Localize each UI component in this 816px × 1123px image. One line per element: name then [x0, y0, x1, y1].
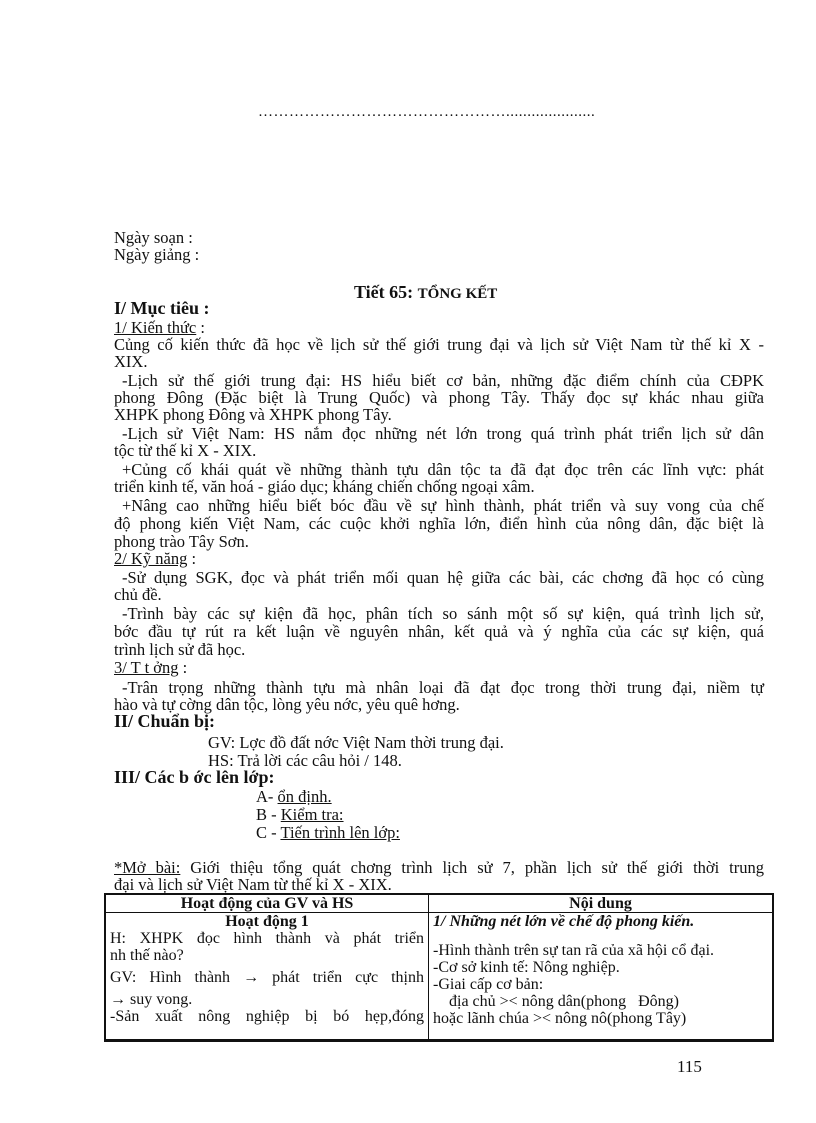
lesson-name: TỔNG KẾT [417, 286, 498, 302]
section-1-heading: I/ Mục tiêu : [114, 298, 210, 318]
knowledge-line-10: độ phong kiến Việt Nam, các cuộc khởi nghĩa lớn, điển hình của nông dân, đặc biệt là [114, 514, 764, 533]
question-line-1: H: XHPK đọc hình thành và phát triển [110, 930, 424, 947]
attitude-line-0: -Trân trọng những thành tựu mà nhân loại đã đạt đọc trong thời trung đại, niềm tự [122, 678, 764, 697]
ngay-giang: Ngày giảng : [114, 245, 200, 264]
gv-line-1: GV: Hình thành → phát triển cực thịnh [110, 969, 424, 986]
section-3-heading: III/ Các b ớc lên lớp: [114, 767, 275, 787]
content-line-3: địa chủ >< nông dân(phong Đông) [433, 993, 680, 1010]
knowledge-line-8: triển kinh tế, văn hoá - giáo dục; kháng chiến chống ngoại xâm. [114, 477, 535, 496]
activity-cell [106, 913, 429, 1040]
step-c-prefix: C - [256, 823, 281, 842]
knowledge-line-5: -Lịch sử Việt Nam: HS nắm đọc những nét lớn trong quá trình phát triển lịch sử dân [122, 424, 764, 443]
content-cell [429, 913, 773, 1040]
header-dots: …………………………………………..................... [258, 104, 596, 120]
content-title: 1/ Những nét lớn về chế độ phong kiến. [433, 913, 695, 930]
attitude-colon: : [178, 658, 188, 677]
gv-line-2: → suy vong. [110, 991, 193, 1008]
attitude-line-1: hào và tự cờng dân tộc, lòng yêu nớc, yêu quê hơng. [114, 695, 460, 714]
step-a [256, 787, 332, 807]
prep-gv: GV: Lợc đồ đất nớc Việt Nam thời trung đại. [208, 733, 504, 752]
page-number: 115 [677, 1057, 702, 1076]
intro-line-2: đại và lịch sử Việt Nam từ thế kỉ X - XIX. [114, 875, 392, 894]
knowledge-line-11: phong trào Tây Sơn. [114, 532, 249, 551]
skills-label: 2/ Kỹ năng [114, 549, 188, 568]
lesson-table [105, 893, 773, 1040]
step-a-prefix: A- [256, 787, 278, 806]
knowledge-line-2: -Lịch sử thế giới trung đại: HS hiểu biết cơ bản, những đặc điểm chính của CĐPK [122, 371, 764, 390]
content-line-1: -Cơ sở kinh tế: Nông nghiệp. [433, 959, 620, 976]
content-line-2: -Giai cấp cơ bản: [433, 976, 544, 993]
skills-line-4: trình lịch sử đã học. [114, 640, 246, 659]
content-line-4: hoặc lãnh chúa >< nông nô(phong Tây) [433, 1010, 687, 1027]
knowledge-line-9: +Nâng cao những hiểu biết bóc đầu về sự hình thành, phát triển và suy vong của chế [122, 496, 764, 515]
skills-colon: : [187, 549, 197, 568]
activity-last-line: -Sản xuất nông nghiệp bị bó hẹp,đóng [110, 1008, 424, 1025]
knowledge-line-1: XIX. [114, 352, 148, 371]
attitude-heading [114, 659, 764, 676]
knowledge-label: 1/ Kiến thức [114, 318, 197, 337]
intro-text-1: Giới thiệu tổng quát chơng trình lịch sử 7, phần lịch sử thế giới thời trung [180, 858, 764, 877]
step-b-text: Kiểm tra: [280, 805, 344, 824]
knowledge-heading [114, 319, 764, 336]
ngay-soan: Ngày soạn : [114, 228, 193, 247]
step-b-prefix: B - [256, 805, 281, 824]
content-line-0: -Hình thành trên sự tan rã của xã hội cổ đại. [433, 942, 715, 959]
step-c-text: Tiến trình lên lớp: [280, 823, 400, 842]
intro-line-1 [114, 859, 764, 876]
lesson-number: Tiết 65: [354, 282, 414, 302]
activity-title: Hoạt động 1 [225, 913, 309, 930]
section-2-heading: II/ Chuẩn bị: [114, 711, 216, 731]
prep-hs: HS: Trả lời các câu hỏi / 148. [208, 751, 402, 770]
intro-label: *Mở bài: [114, 858, 181, 877]
skills-heading [114, 550, 764, 567]
attitude-label: 3/ T t ởng [114, 658, 179, 677]
knowledge-line-6: tộc từ thế kỉ X - XIX. [114, 441, 257, 460]
skills-line-2: -Trình bày các sự kiện đã học, phân tích so sánh một số sự kiện, quá trình lịch sử, [122, 604, 764, 623]
col-header-activity: Hoạt động của GV và HS [106, 894, 429, 913]
knowledge-line-3: phong Đông (Đặc biệt là Trung Quốc) và phong Tây. Thấy đọc sự khác nhau giữa [114, 388, 764, 407]
skills-line-3: bớc đầu tự rút ra kết luận về nguyên nhân, kết quả và ý nghĩa của các sự kiện, quá [114, 622, 764, 641]
knowledge-line-4: XHPK phong Đông và XHPK phong Tây. [114, 405, 392, 424]
col-header-content: Nội dung [429, 894, 773, 913]
skills-line-0: -Sử dụng SGK, đọc và phát triển mối quan hệ giữa các bài, các chơng đã học có cùng [122, 568, 764, 587]
step-b [256, 805, 344, 825]
question-line-2: nh thế nào? [110, 947, 184, 964]
knowledge-colon: : [196, 318, 205, 337]
knowledge-line-0: Củng cố kiến thức đã học về lịch sử thế giới trung đại và lịch sử Việt Nam từ thế kỉ X - [114, 335, 764, 354]
skills-line-1: chủ đề. [114, 585, 162, 604]
step-c [256, 823, 400, 843]
knowledge-line-7: +Củng cố khái quát về những thành tựu dân tộc ta đã đạt đọc trên các lĩnh vực: phát [122, 460, 764, 479]
step-a-text: ổn định. [277, 787, 332, 806]
